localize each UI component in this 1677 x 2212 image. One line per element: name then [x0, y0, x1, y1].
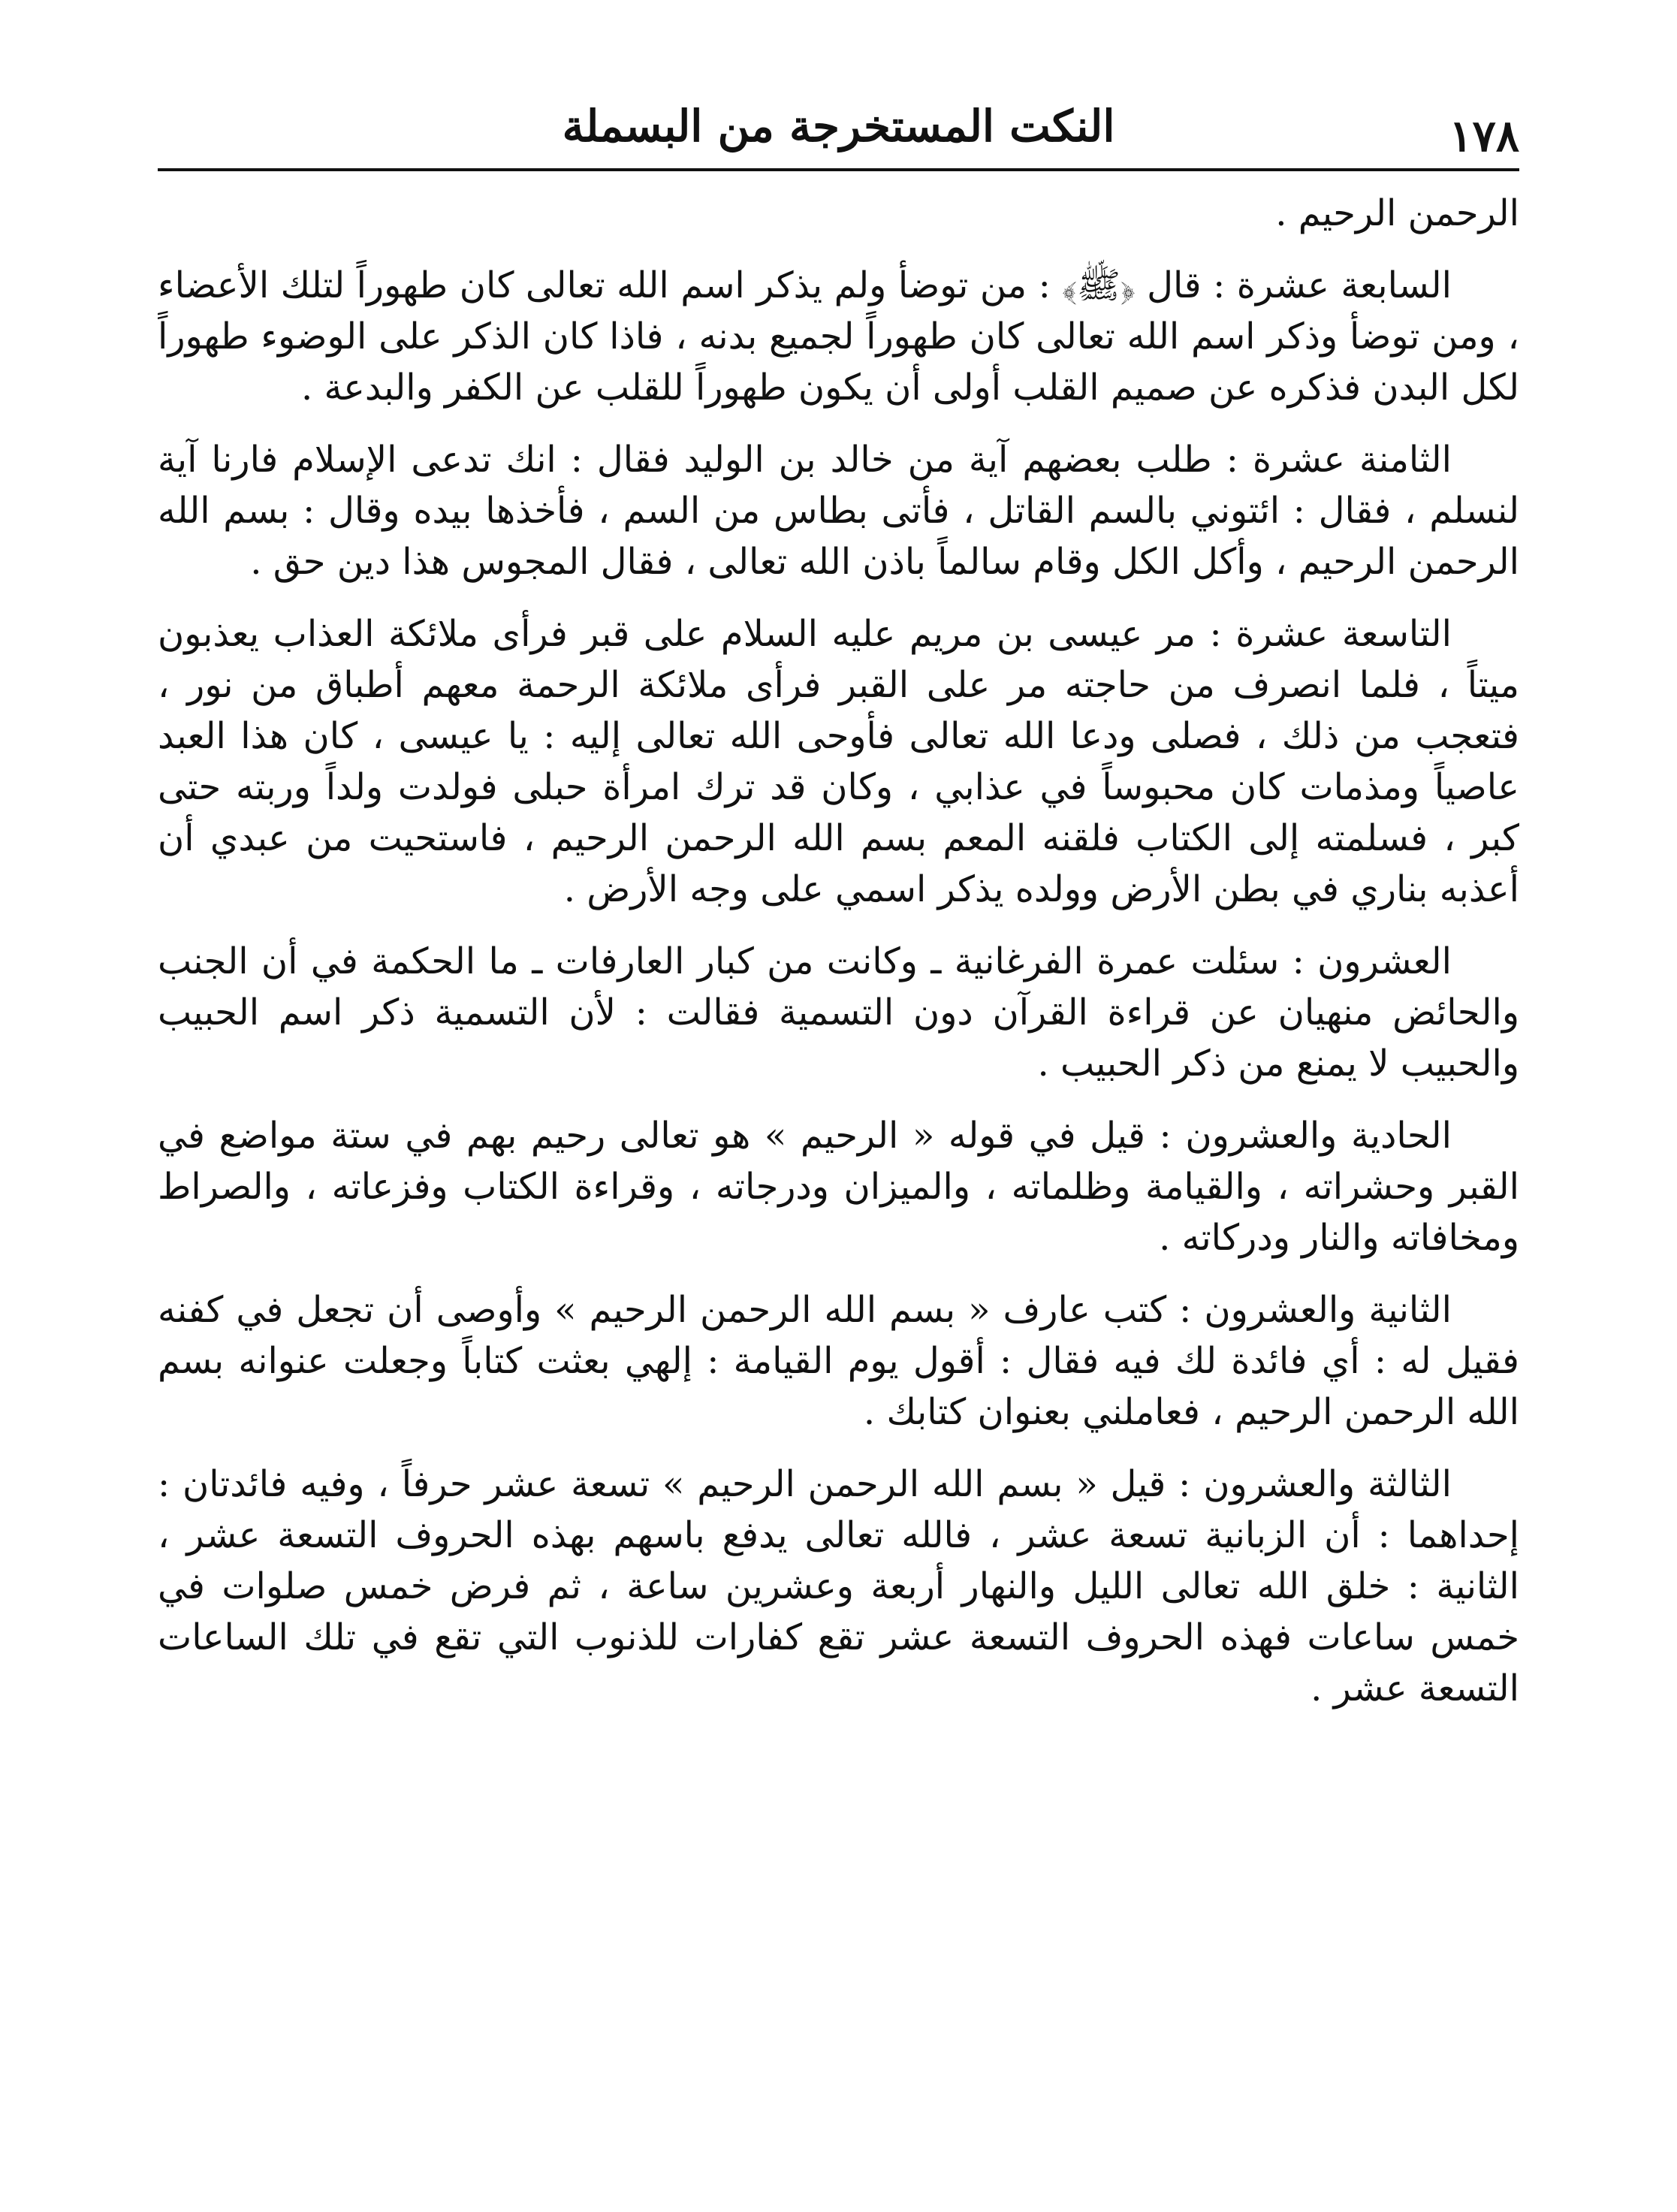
header-rule [158, 168, 1519, 171]
paragraph-continuation: الرحمن الرحيم . [1275, 192, 1519, 234]
paragraph-eighteenth: الثامنة عشرة : طلب بعضهم آية من خالد بن الوليد فقال : انك تدعى الإسلام فارنا آية لنسلم ، فقال : ائتوني بالسم القاتل ، فأتى بطاس من السم ، فأخذها بيده وقال : بسم الله الرحمن الرحيم ، وأكل الكل وقام سالماً باذن الله تعالى ، فقال المجوس هذا دين حق . [158, 439, 1519, 583]
paragraph-twenty-first: الحادية والعشرون : قيل في قوله « الرحيم » هو تعالى رحيم بهم في ستة مواضع في القبر وحشراته ، والقيامة وظلماته ، والميزان ودرجاته ، وقراءة الكتاب وفزعاته ، والصراط ومخافاته والنار ودركاته . [158, 1115, 1519, 1259]
page-header [158, 90, 1519, 173]
paragraph-twentieth: العشرون : سئلت عمرة الفرغانية ـ وكانت من كبار العارفات ـ ما الحكمة في أن الجنب والحائض منهيان عن قراءة القرآن دون التسمية فقالت : لأن التسمية ذكر اسم الحبيب والحبيب لا يمنع من ذكر الحبيب . [158, 940, 1519, 1085]
page-number: ١٧٨ [1449, 110, 1519, 161]
paragraph-seventeenth: السابعة عشرة : قال ﴿ﷺ﴾ : من توضأ ولم يذكر اسم الله تعالى كان طهوراً لتلك الأعضاء ، ومن توضأ وذكر اسم الله تعالى كان طهوراً لجميع بدنه ، فاذا كان الذكر على الوضوء طهوراً لكل البدن فذكره عن صميم القلب أولى أن يكون طهوراً للقلب عن الكفر والبدعة . [158, 264, 1519, 409]
running-title: النكت المستخرجة من البسملة [562, 101, 1115, 152]
paragraph-twenty-second: الثانية والعشرون : كتب عارف « بسم الله الرحمن الرحيم » وأوصى أن تجعل في كفنه فقيل له : أي فائدة لك فيه فقال : أقول يوم القيامة : إلهي بعثت كتاباً وجعلت عنوانه بسم الله الرحمن الرحيم ، فعاملني بعنوان كتابك . [158, 1289, 1519, 1433]
paragraph-twenty-third: الثالثة والعشرون : قيل « بسم الله الرحمن الرحيم » تسعة عشر حرفاً ، وفيه فائدتان : إحداهما : أن الزبانية تسعة عشر ، فالله تعالى يدفع باسهم بهذه الحروف التسعة عشر ، الثانية : خلق الله تعالى الليل والنهار أربعة وعشرين ساعة ، ثم فرض خمس صلوات في خمس ساعات فهذه الحروف التسعة عشر تقع كفارات للذنوب التي تقع في تلك الساعات التسعة عشر . [158, 1463, 1519, 1710]
paragraph-nineteenth: التاسعة عشرة : مر عيسى بن مريم عليه السلام على قبر فرأى ملائكة العذاب يعذبون ميتاً ، فلما انصرف من حاجته مر على القبر فرأى ملائكة الرحمة معهم أطباق من نور ، فتعجب من ذلك ، فصلى ودعا الله تعالى فأوحى الله تعالى إليه : يا عيسى ، كان هذا العبد عاصياً ومذمات كان محبوساً في عذابي ، وكان قد ترك امرأة حبلى فولدت ولداً وربته حتى كبر ، فسلمته إلى الكتاب فلقنه المعم بسم الله الرحمن الرحيم ، فاستحيت من عبدي أن أعذبه بناري في بطن الأرض وولده يذكر اسمي على وجه الأرض . [158, 613, 1519, 910]
page-body [158, 188, 1519, 2171]
